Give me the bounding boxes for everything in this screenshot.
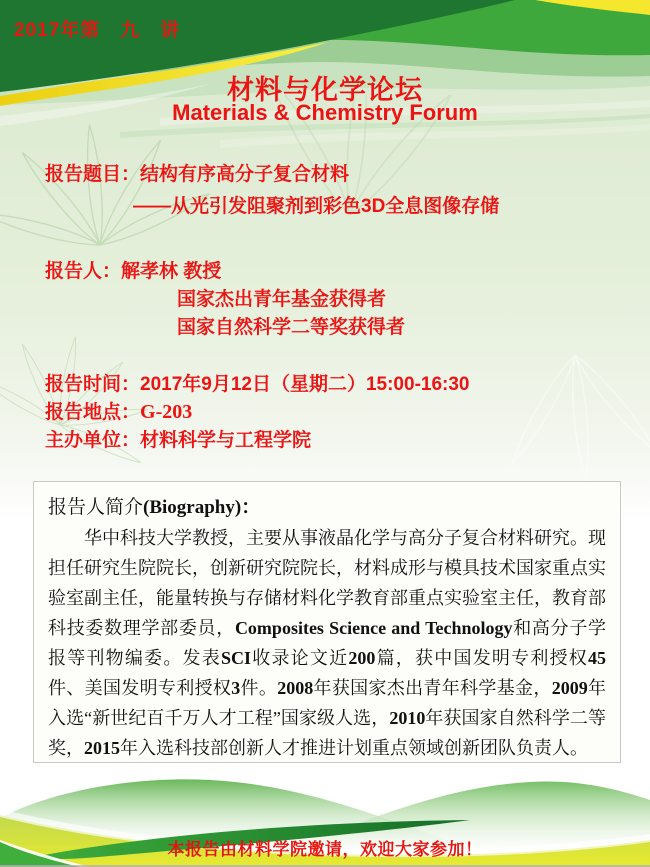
invitation-text: 本报告由材料学院邀请，欢迎大家参加！ xyxy=(167,840,483,859)
venue-room-number: G-203 xyxy=(140,401,193,423)
biography-heading-colon: ： xyxy=(241,497,261,518)
report-organizer-line: 主办单位：材料科学与工程学院 xyxy=(45,430,312,451)
report-topic-line2: ——从光引发阻聚剂到彩色3D全息图像存储 xyxy=(133,196,500,217)
report-venue-line xyxy=(45,397,192,424)
biography-heading-en: (Biography) xyxy=(143,497,242,518)
biography-heading-zh: 报告人简介 xyxy=(48,497,144,518)
speaker-honor-1: 国家杰出青年基金获得者 xyxy=(177,289,387,310)
report-speaker-line: 报告人：解孝林 教授 xyxy=(45,261,222,282)
biography-box xyxy=(33,481,621,763)
biography-heading xyxy=(48,492,606,519)
report-time-line: 报告时间：2017年9月12日（星期二）15:00-16:30 xyxy=(45,374,470,395)
biography-paragraph: 华中科技大学教授，主要从事液晶化学与高分子复合材料研究。现担任研究生院院长，创新研究院院长，材料成形与模具技术国家重点实验室副主任，能量转换与存储材料化学教育部重点实验室主任，教育部科技委数理学部委员，Composites Science and Technology和高分子学报等刊物编委。发表SCI收录论文近200篇，获中国发明专利授权45件、美国发明专利授权3件。2008年获国家杰出青年科学基金，2009年入选“新世纪百千万人才工程”国家级人选，2010年获国家自然科学二等奖，2015年入选科技部创新人才推进计划重点领域创新团队负责人。 xyxy=(48,528,606,758)
forum-title-zh: 材料与化学论坛 xyxy=(227,75,423,105)
report-topic-line1: 报告题目：结构有序高分子复合材料 xyxy=(45,164,350,185)
lecture-number-label: 2017年第 九 讲 xyxy=(14,20,181,41)
forum-title-en: Materials & Chemistry Forum xyxy=(172,100,478,125)
leaf-cluster-right xyxy=(507,351,650,481)
speaker-honor-2: 国家自然科学二等奖获得者 xyxy=(177,317,406,338)
venue-label: 报告地点： xyxy=(45,402,141,423)
